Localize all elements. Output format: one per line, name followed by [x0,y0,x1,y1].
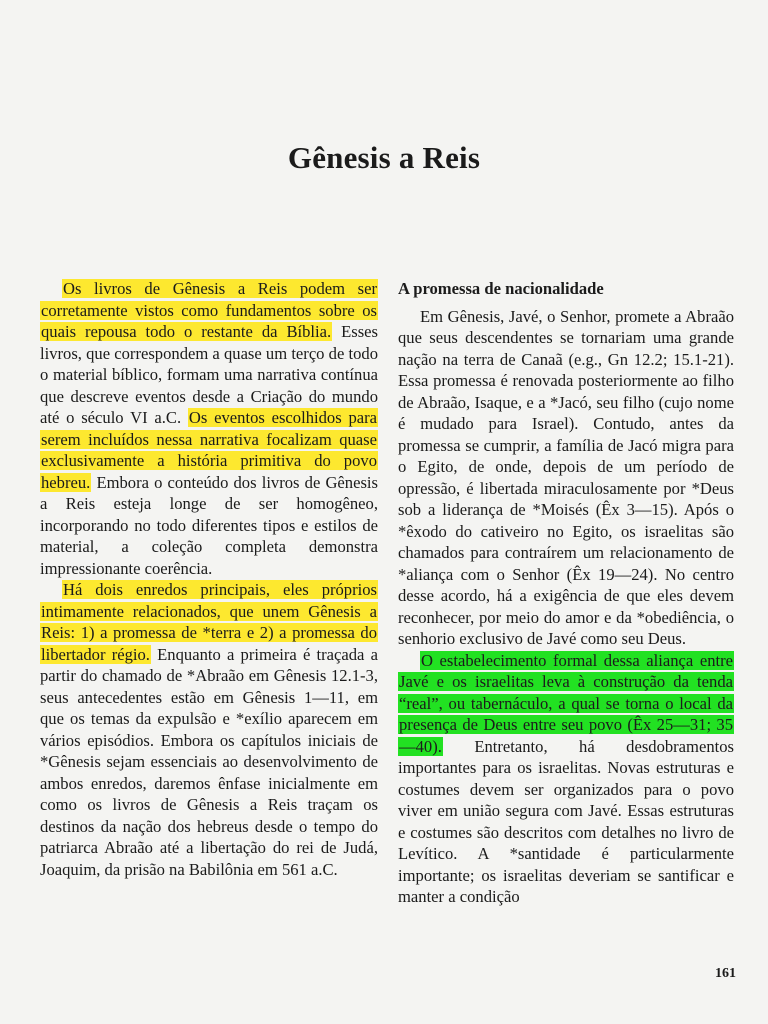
left-paragraph-2 [40,579,378,880]
right-column [398,278,734,908]
yellow-highlight: Há dois enredos principais, eles próprios intimamente relacionados, que unem Gênesis a Reis: 1) a promessa de *terra e 2) a promessa do libertador régio. [41,580,377,664]
yellow-highlight: Os livros de Gênesis a Reis podem ser corretamente vistos como fundamentos sobre os quais repousa todo o restante da Bíblia. [41,279,377,341]
body-text: Enquanto a primeira é traçada a partir do chamado de *Abraão em Gênesis 12.1-3, seus antecedentes estão em Gênesis 1—11, em que os temas da expulsão e *exílio aparecem em vários episódios. Embora os capítulos iniciais de *Gênesis sejam essenciais ao desenvolvimento de ambos enredos, daremos ênfase inicialmente em como os livros de Gênesis a Reis traçam os destinos da nação dos hebreus desde o tempo do patriarca Abraão até a libertação do rei de Judá, Joaquim, da prisão na Babilônia em 561 a.C. [40,644,378,879]
left-paragraph-1 [40,278,378,579]
body-text: Embora o conteúdo dos livros de Gênesis a Reis esteja longe de ser homogêneo, incorporando no todo diferentes tipos e estilos de material, a coleção completa demonstra impressionante coerência. [40,472,378,578]
right-paragraph-1: Em Gênesis, Javé, o Senhor, promete a Abraão que seus descendentes se tornariam uma grande nação na terra de Canaã (e.g., Gn 12.2; 15.1-21). Essa promessa é renovada posteriormente ao filho de Abraão, Isaque, e a *Jacó, seu filho (cujo nome é mudado para Israel). Contudo, antes da promessa se cumprir, a família de Jacó migra para o Egito, de onde, depois de um período de opressão, é libertada miraculosamente por *Deus sob a liderança de *Moisés (Êx 3—15). Após o *êxodo do cativeiro no Egito, os israelitas são chamados para contraírem um relacionamento de *aliança com o Senhor (Êx 19—24). No centro desse acordo, há a exigência de que eles devem reconhecer, por meio do amor e da *obediência, o senhorio exclusivo de Javé como seu Deus. [398,306,734,648]
section-heading: A promessa de nacionalidade [398,279,604,298]
body-text: Esses livros, que correspondem a quase um terço de todo o material bíblico, formam uma narrativa contínua que descreve eventos desde a Criação do mundo até o século VI a.C. [40,322,378,427]
yellow-highlight: Os eventos escolhidos para serem incluídos nessa narrativa focalizam quase exclusivamente a história primitiva do povo hebreu. [41,408,377,492]
page-number: 161 [715,966,736,981]
left-column [40,278,378,880]
body-text: Entretanto, há desdobramentos importantes para os israelitas. Novas estruturas e costumes devem ser organizados para o povo viver em união segura com Javé. Essas estruturas e costumes são descritos com detalhes no livro de Levítico. A *santidade é particularmente importante; os israelitas deveriam se santificar e manter a condição [398,736,734,906]
green-highlight: O estabelecimento formal dessa aliança entre Javé e os israelitas leva à construção da tenda “real”, ou tabernáculo, a qual se torna o local da presença de Deus entre seu povo (Êx 25—31; 35—40). [399,650,733,756]
right-paragraph-2 [398,650,734,908]
page-title: Gênesis a Reis [287,140,481,175]
